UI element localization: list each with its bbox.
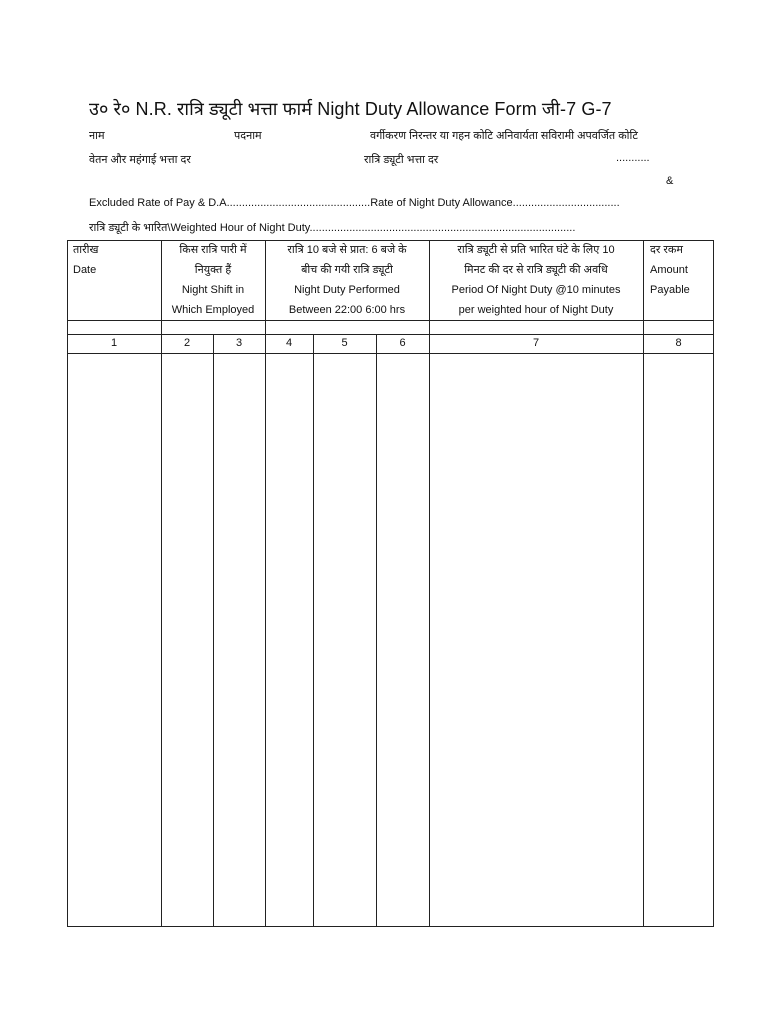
ampersand: & <box>666 175 674 187</box>
amount-header-en2: Payable <box>650 284 690 296</box>
amount-header-hi: दर रकम <box>650 244 683 256</box>
performed-header-en1: Night Duty Performed <box>294 284 400 296</box>
performed-header-en2: Between 22:00 6:00 hrs <box>288 304 406 316</box>
pay-rate-label: वेतन और महंगाई भत्ता दर <box>89 154 191 166</box>
period-header-hi2: मिनट की दर से रात्रि ड्यूटी की अवधि <box>464 264 608 276</box>
shift-header-hi2: नियुक्त हैं <box>194 264 232 276</box>
period-header-hi1: रात्रि ड्यूटी से प्रति भारित घंटे के लिए 10 <box>457 244 615 256</box>
night-rate-dots: ........... <box>616 152 650 164</box>
weighted-hour-line: रात्रि ड्यूटी के भारित\Weighted Hour of Night Duty....................................................................................... <box>89 222 576 234</box>
column-number-6: 6 <box>399 337 406 349</box>
date-header-hi: तारीख <box>73 244 99 256</box>
column-number-5: 5 <box>341 337 348 349</box>
form-title: उ० रे० N.R. रात्रि ड्यूटी भत्ता फार्म Night Duty Allowance Form जी-7 G-7 <box>89 99 612 119</box>
performed-header-hi1: रात्रि 10 बजे से प्रात: 6 बजे के <box>287 244 407 256</box>
allowance-table <box>67 240 714 927</box>
amount-header-en1: Amount <box>650 264 688 276</box>
column-number-4: 4 <box>285 337 293 349</box>
period-header-en2: per weighted hour of Night Duty <box>458 304 614 316</box>
night-rate-label: रात्रि ड्यूटी भत्ता दर <box>364 154 439 166</box>
classification-label: वर्गीकरण निरन्तर या गहन कोटि अनिवार्यता सविरामी अपवर्जित कोटि <box>370 130 638 142</box>
shift-header-hi1: किस रात्रि पारी में <box>179 244 247 256</box>
column-number-7: 7 <box>532 337 540 349</box>
column-number-1: 1 <box>110 337 118 349</box>
column-number-3: 3 <box>235 337 243 349</box>
designation-label: पदनाम <box>234 130 262 142</box>
excluded-rate-line: Excluded Rate of Pay & D.A...............................................Rate of Night Duty Allowance................................... <box>89 197 620 209</box>
column-number-8: 8 <box>675 337 682 349</box>
column-number-2: 2 <box>183 337 191 349</box>
shift-header-en1: Night Shift in <box>181 284 245 296</box>
name-label: नाम <box>89 130 105 142</box>
performed-header-hi2: बीच की गयी रात्रि ड्यूटी <box>301 264 393 276</box>
shift-header-en2: Which Employed <box>171 304 255 316</box>
period-header-en1: Period Of Night Duty @10 minutes <box>451 284 621 296</box>
date-header-en: Date <box>73 264 97 276</box>
